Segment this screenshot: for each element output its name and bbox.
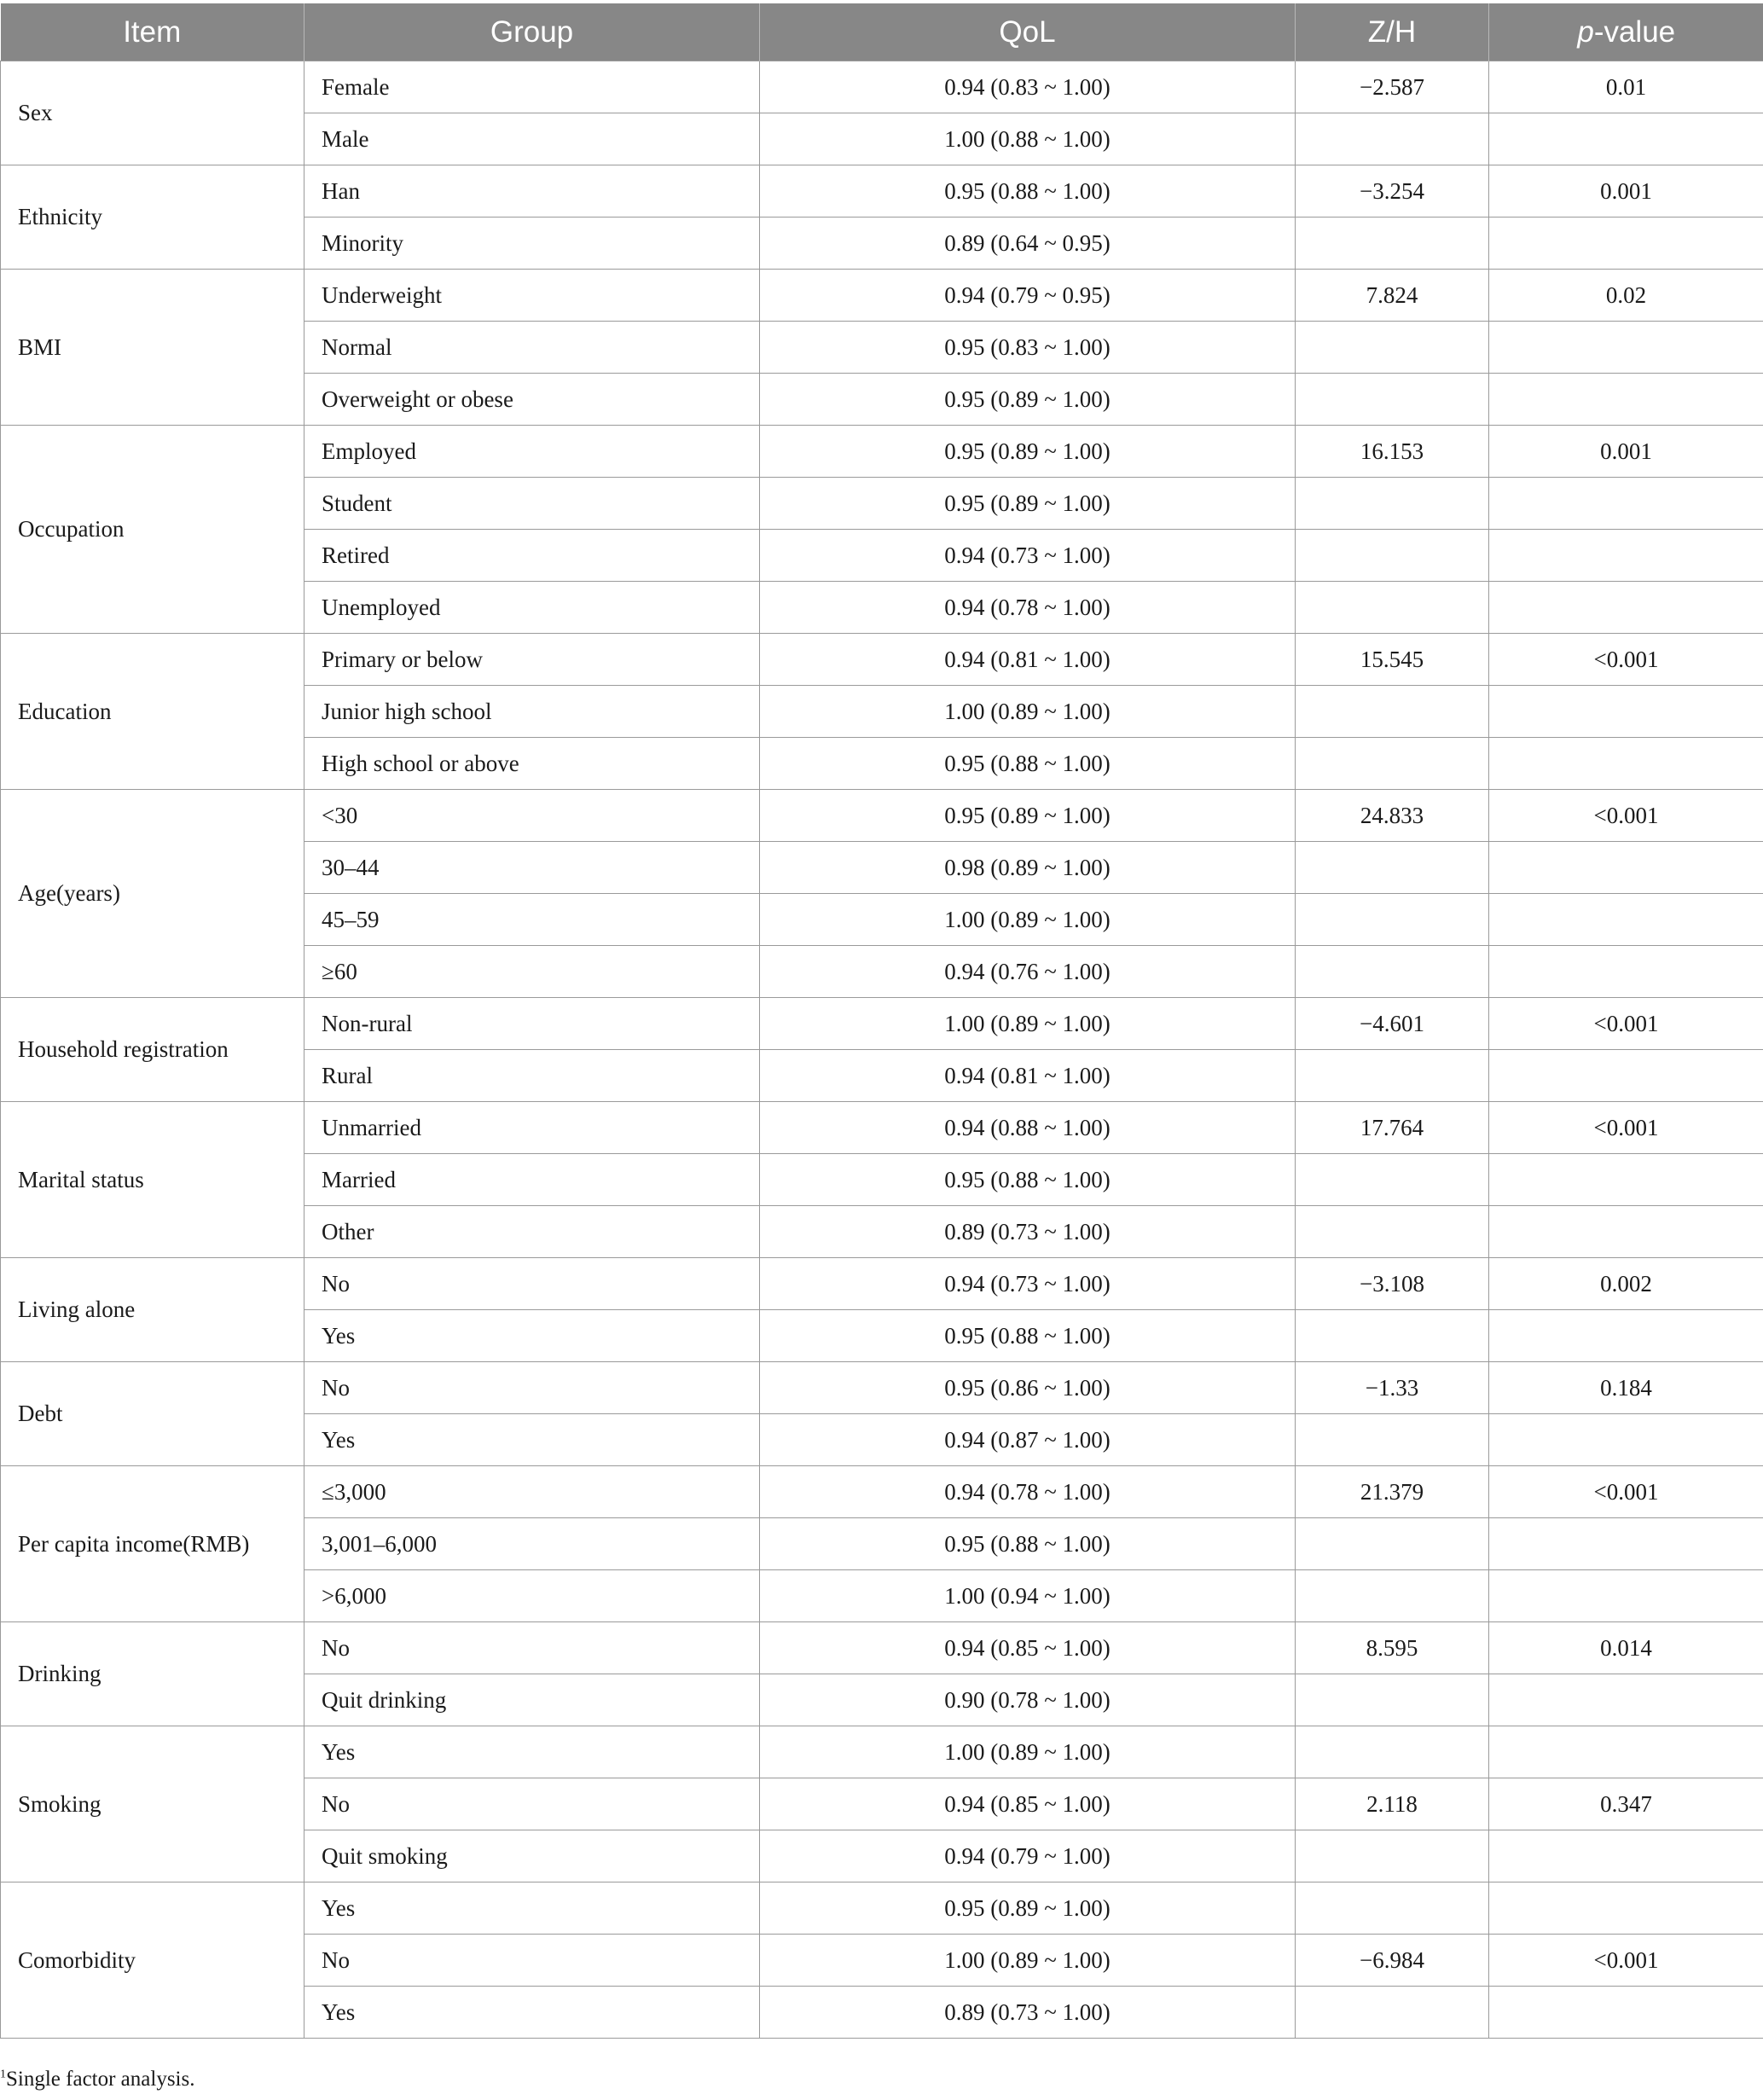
table-row <box>1 270 1763 322</box>
zh-cell <box>1296 842 1489 894</box>
group-cell: Rural <box>304 1050 760 1102</box>
group-cell: Minority <box>304 218 760 270</box>
table-row <box>1 634 1763 686</box>
zh-cell <box>1296 322 1489 374</box>
p-value-cell <box>1489 1310 1763 1362</box>
zh-cell: 7.824 <box>1296 270 1489 322</box>
qol-cell: 0.94 (0.81 ~ 1.00) <box>760 634 1296 686</box>
zh-cell <box>1296 1726 1489 1778</box>
header-p-italic: p <box>1577 15 1594 49</box>
qol-factor-table <box>0 3 1763 2039</box>
qol-cell: 1.00 (0.88 ~ 1.00) <box>760 113 1296 165</box>
zh-cell <box>1296 374 1489 426</box>
zh-cell: −1.33 <box>1296 1362 1489 1414</box>
item-cell: Education <box>1 634 304 790</box>
group-cell: 30–44 <box>304 842 760 894</box>
qol-cell: 0.95 (0.88 ~ 1.00) <box>760 1518 1296 1570</box>
qol-cell: 0.94 (0.81 ~ 1.00) <box>760 1050 1296 1102</box>
item-cell: BMI <box>1 270 304 426</box>
group-cell: 45–59 <box>304 894 760 946</box>
table-row <box>1 1258 1763 1310</box>
p-value-cell: 0.014 <box>1489 1622 1763 1674</box>
table-row <box>1 426 1763 478</box>
qol-cell: 0.95 (0.83 ~ 1.00) <box>760 322 1296 374</box>
qol-cell: 0.94 (0.73 ~ 1.00) <box>760 530 1296 582</box>
group-cell: Non-rural <box>304 998 760 1050</box>
qol-cell: 0.89 (0.73 ~ 1.00) <box>760 1987 1296 2039</box>
zh-cell: 24.833 <box>1296 790 1489 842</box>
group-cell: Yes <box>304 1414 760 1466</box>
p-value-cell <box>1489 1674 1763 1726</box>
header-p-value <box>1489 3 1763 61</box>
item-cell: Age(years) <box>1 790 304 998</box>
group-cell: Unemployed <box>304 582 760 634</box>
p-value-cell <box>1489 1987 1763 2039</box>
qol-cell: 0.94 (0.88 ~ 1.00) <box>760 1102 1296 1154</box>
zh-cell <box>1296 530 1489 582</box>
item-cell: Ethnicity <box>1 165 304 270</box>
footnote-marker: 1 <box>0 2068 6 2081</box>
p-value-cell <box>1489 1154 1763 1206</box>
zh-cell <box>1296 218 1489 270</box>
group-cell: Yes <box>304 1987 760 2039</box>
table-row <box>1 165 1763 218</box>
group-cell: <30 <box>304 790 760 842</box>
p-value-cell: <0.001 <box>1489 1935 1763 1987</box>
zh-cell <box>1296 1310 1489 1362</box>
p-value-cell <box>1489 1882 1763 1935</box>
zh-cell: 8.595 <box>1296 1622 1489 1674</box>
item-cell: Drinking <box>1 1622 304 1726</box>
item-cell: Occupation <box>1 426 304 634</box>
p-value-cell <box>1489 686 1763 738</box>
header-group: Group <box>304 3 760 61</box>
item-cell: Marital status <box>1 1102 304 1258</box>
group-cell: High school or above <box>304 738 760 790</box>
zh-cell: −3.254 <box>1296 165 1489 218</box>
p-value-cell: <0.001 <box>1489 790 1763 842</box>
qol-cell: 0.95 (0.89 ~ 1.00) <box>760 374 1296 426</box>
footnote <box>0 2068 194 2091</box>
header-qol: QoL <box>760 3 1296 61</box>
p-value-cell: 0.001 <box>1489 426 1763 478</box>
zh-cell <box>1296 1674 1489 1726</box>
group-cell: Yes <box>304 1882 760 1935</box>
qol-cell: 0.94 (0.79 ~ 0.95) <box>760 270 1296 322</box>
item-cell: Per capita income(RMB) <box>1 1466 304 1622</box>
qol-cell: 0.95 (0.89 ~ 1.00) <box>760 478 1296 530</box>
p-value-cell: 0.02 <box>1489 270 1763 322</box>
zh-cell <box>1296 1830 1489 1882</box>
group-cell: Quit drinking <box>304 1674 760 1726</box>
group-cell: Married <box>304 1154 760 1206</box>
item-cell: Debt <box>1 1362 304 1466</box>
p-value-cell <box>1489 478 1763 530</box>
group-cell: Yes <box>304 1726 760 1778</box>
qol-cell: 0.89 (0.73 ~ 1.00) <box>760 1206 1296 1258</box>
item-cell: Household registration <box>1 998 304 1102</box>
group-cell: No <box>304 1935 760 1987</box>
zh-cell: 15.545 <box>1296 634 1489 686</box>
p-value-cell <box>1489 374 1763 426</box>
header-zh: Z/H <box>1296 3 1489 61</box>
p-value-cell <box>1489 1518 1763 1570</box>
p-value-cell <box>1489 946 1763 998</box>
zh-cell <box>1296 478 1489 530</box>
group-cell: No <box>304 1362 760 1414</box>
group-cell: Han <box>304 165 760 218</box>
p-value-cell: 0.01 <box>1489 61 1763 113</box>
group-cell: Female <box>304 61 760 113</box>
p-value-cell <box>1489 1570 1763 1622</box>
p-value-cell: 0.184 <box>1489 1362 1763 1414</box>
p-value-cell <box>1489 842 1763 894</box>
zh-cell <box>1296 1414 1489 1466</box>
table-row <box>1 1882 1763 1935</box>
zh-cell: 17.764 <box>1296 1102 1489 1154</box>
p-value-cell <box>1489 218 1763 270</box>
group-cell: Normal <box>304 322 760 374</box>
table-row <box>1 790 1763 842</box>
qol-cell: 0.94 (0.78 ~ 1.00) <box>760 1466 1296 1518</box>
group-cell: Student <box>304 478 760 530</box>
p-value-cell <box>1489 1206 1763 1258</box>
qol-cell: 1.00 (0.94 ~ 1.00) <box>760 1570 1296 1622</box>
qol-cell: 0.95 (0.89 ~ 1.00) <box>760 1882 1296 1935</box>
zh-cell: −6.984 <box>1296 1935 1489 1987</box>
zh-cell <box>1296 686 1489 738</box>
zh-cell <box>1296 582 1489 634</box>
qol-cell: 0.95 (0.86 ~ 1.00) <box>760 1362 1296 1414</box>
group-cell: Retired <box>304 530 760 582</box>
qol-cell: 0.94 (0.79 ~ 1.00) <box>760 1830 1296 1882</box>
p-value-cell: 0.002 <box>1489 1258 1763 1310</box>
zh-cell <box>1296 1987 1489 2039</box>
qol-cell: 0.94 (0.76 ~ 1.00) <box>760 946 1296 998</box>
group-cell: No <box>304 1622 760 1674</box>
zh-cell: 21.379 <box>1296 1466 1489 1518</box>
item-cell: Comorbidity <box>1 1882 304 2039</box>
group-cell: Yes <box>304 1310 760 1362</box>
qol-cell: 0.90 (0.78 ~ 1.00) <box>760 1674 1296 1726</box>
zh-cell: 2.118 <box>1296 1778 1489 1830</box>
zh-cell <box>1296 1154 1489 1206</box>
p-value-cell: <0.001 <box>1489 998 1763 1050</box>
qol-cell: 1.00 (0.89 ~ 1.00) <box>760 894 1296 946</box>
qol-cell: 0.94 (0.87 ~ 1.00) <box>760 1414 1296 1466</box>
zh-cell: −2.587 <box>1296 61 1489 113</box>
group-cell: Unmarried <box>304 1102 760 1154</box>
zh-cell <box>1296 738 1489 790</box>
qol-cell: 0.95 (0.89 ~ 1.00) <box>760 790 1296 842</box>
group-cell: Junior high school <box>304 686 760 738</box>
group-cell: Male <box>304 113 760 165</box>
group-cell: Employed <box>304 426 760 478</box>
p-value-cell: <0.001 <box>1489 1466 1763 1518</box>
group-cell: No <box>304 1258 760 1310</box>
group-cell: >6,000 <box>304 1570 760 1622</box>
zh-cell <box>1296 1570 1489 1622</box>
qol-cell: 0.94 (0.85 ~ 1.00) <box>760 1778 1296 1830</box>
zh-cell <box>1296 1206 1489 1258</box>
group-cell: Underweight <box>304 270 760 322</box>
zh-cell <box>1296 1882 1489 1935</box>
item-cell: Smoking <box>1 1726 304 1882</box>
zh-cell: −4.601 <box>1296 998 1489 1050</box>
p-value-cell <box>1489 738 1763 790</box>
qol-cell: 0.89 (0.64 ~ 0.95) <box>760 218 1296 270</box>
header-item: Item <box>1 3 304 61</box>
qol-cell: 1.00 (0.89 ~ 1.00) <box>760 1726 1296 1778</box>
zh-cell: 16.153 <box>1296 426 1489 478</box>
qol-cell: 0.94 (0.73 ~ 1.00) <box>760 1258 1296 1310</box>
zh-cell <box>1296 113 1489 165</box>
table-row <box>1 1466 1763 1518</box>
table-row <box>1 61 1763 113</box>
qol-cell: 0.98 (0.89 ~ 1.00) <box>760 842 1296 894</box>
p-value-cell: <0.001 <box>1489 1102 1763 1154</box>
footnote-text: Single factor analysis. <box>6 2068 195 2091</box>
p-value-cell <box>1489 322 1763 374</box>
p-value-cell <box>1489 530 1763 582</box>
qol-cell: 0.95 (0.88 ~ 1.00) <box>760 1154 1296 1206</box>
zh-cell: −3.108 <box>1296 1258 1489 1310</box>
group-cell: Quit smoking <box>304 1830 760 1882</box>
qol-cell: 1.00 (0.89 ~ 1.00) <box>760 998 1296 1050</box>
table-row <box>1 1102 1763 1154</box>
header-p-rest: -value <box>1593 15 1676 49</box>
p-value-cell <box>1489 894 1763 946</box>
zh-cell <box>1296 1518 1489 1570</box>
zh-cell <box>1296 1050 1489 1102</box>
table-header-row <box>1 3 1763 61</box>
p-value-cell <box>1489 1050 1763 1102</box>
table-row <box>1 1362 1763 1414</box>
table-row <box>1 998 1763 1050</box>
p-value-cell <box>1489 1830 1763 1882</box>
zh-cell <box>1296 946 1489 998</box>
p-value-cell <box>1489 113 1763 165</box>
group-cell: No <box>304 1778 760 1830</box>
p-value-cell <box>1489 1726 1763 1778</box>
qol-cell: 1.00 (0.89 ~ 1.00) <box>760 1935 1296 1987</box>
table-row <box>1 1726 1763 1778</box>
table-body <box>1 61 1763 2039</box>
table-row <box>1 1622 1763 1674</box>
qol-cell: 1.00 (0.89 ~ 1.00) <box>760 686 1296 738</box>
group-cell: ≤3,000 <box>304 1466 760 1518</box>
group-cell: Overweight or obese <box>304 374 760 426</box>
p-value-cell <box>1489 1414 1763 1466</box>
group-cell: Primary or below <box>304 634 760 686</box>
group-cell: 3,001–6,000 <box>304 1518 760 1570</box>
p-value-cell: <0.001 <box>1489 634 1763 686</box>
qol-cell: 0.94 (0.85 ~ 1.00) <box>760 1622 1296 1674</box>
qol-cell: 0.95 (0.88 ~ 1.00) <box>760 165 1296 218</box>
qol-cell: 0.94 (0.78 ~ 1.00) <box>760 582 1296 634</box>
item-cell: Living alone <box>1 1258 304 1362</box>
p-value-cell: 0.347 <box>1489 1778 1763 1830</box>
p-value-cell: 0.001 <box>1489 165 1763 218</box>
p-value-cell <box>1489 582 1763 634</box>
zh-cell <box>1296 894 1489 946</box>
item-cell: Sex <box>1 61 304 165</box>
qol-cell: 0.95 (0.89 ~ 1.00) <box>760 426 1296 478</box>
qol-cell: 0.95 (0.88 ~ 1.00) <box>760 738 1296 790</box>
qol-cell: 0.95 (0.88 ~ 1.00) <box>760 1310 1296 1362</box>
group-cell: ≥60 <box>304 946 760 998</box>
qol-cell: 0.94 (0.83 ~ 1.00) <box>760 61 1296 113</box>
group-cell: Other <box>304 1206 760 1258</box>
